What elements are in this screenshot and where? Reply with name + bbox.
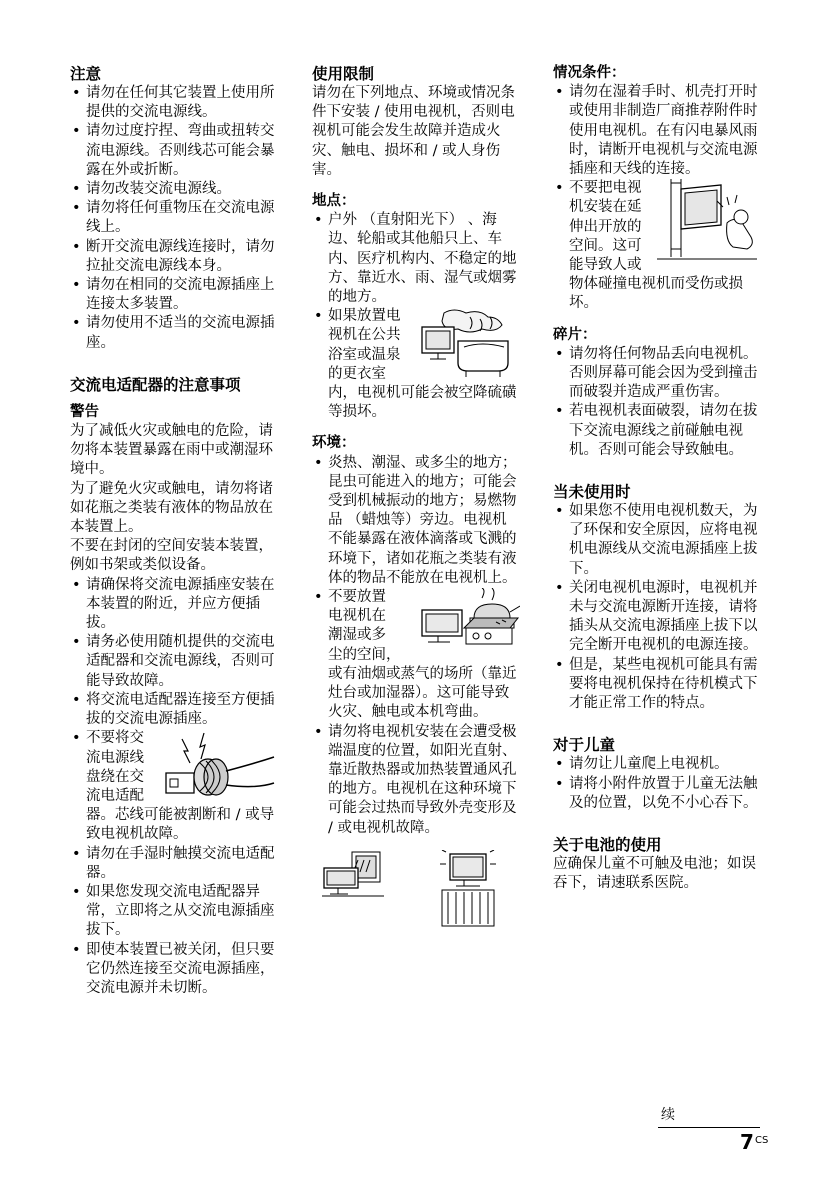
list-item-coil <box>70 729 276 844</box>
list-item: • 如果您发现交流电适配器异常，立即将之从交流电源插座拔下。 <box>70 883 276 941</box>
coiled-cord-illustration <box>156 729 276 805</box>
humid-rest: 或有油烟或蒸气的场所（靠近灶台或加湿器）。这可能导致火灾、触电或本机弯曲。 <box>328 665 517 721</box>
battery-heading: 关于电池的使用 <box>553 835 662 854</box>
list-item: • 请勿过度拧捏、弯曲或扭转交流电源线。否则线芯可能会暴露在外或折断。 <box>70 122 276 180</box>
list-item: • 请勿在湿着手时、机壳打开时或使用非制造厂商推荐附件时使用电视机。在有闪电暴风雨时，请断开电视机与交流电源插座和天线的连接。 <box>553 83 759 179</box>
list-item: • 但是，某些电视机可能具有需要将电视机保持在待机模式下才能正常工作的特点。 <box>553 656 759 714</box>
list-item: • 请勿在手湿时触摸交流电适配器。 <box>70 845 276 883</box>
children-heading: 对于儿童 <box>553 736 616 755</box>
open-line: • 不要把电视 <box>569 180 642 197</box>
bath-line: 视机在公共 <box>328 327 401 344</box>
list-item: • 请勿让儿童爬上电视机。 <box>553 755 759 774</box>
bath-rest: 内，电视机可能会被空降硫磺等损坏。 <box>328 385 517 421</box>
open-line: 伸出开放的 <box>569 218 642 235</box>
coil-rest: 器。芯线可能被割断和 / 或导致电视机故障。 <box>86 807 275 843</box>
list-item-open-space <box>553 179 759 313</box>
location-list <box>312 211 520 422</box>
restrict-heading: 使用限制 <box>312 65 375 83</box>
open-line: 能导致人或 <box>569 257 642 274</box>
unused-heading: 当未使用时 <box>553 483 631 502</box>
debris-list <box>553 345 759 460</box>
list-item: • 请勿改装交流电源线。 <box>70 180 276 199</box>
column-left <box>70 64 276 998</box>
coil-line: 盘绕在交 <box>86 768 144 785</box>
list-item-bath <box>312 307 520 422</box>
list-item-humid <box>312 588 520 722</box>
warning-paragraph: 为了减低火灾或触电的危险，请勿将本装置暴露在雨中或潮湿环境中。 <box>70 423 273 478</box>
humid-line: • 不要放置 <box>328 589 386 606</box>
bath-line: • 如果放置电 <box>328 308 401 325</box>
humid-line: 潮湿或多 <box>328 627 386 644</box>
list-item: • 请勿将任何重物压在交流电源线上。 <box>70 199 276 237</box>
list-item: • 将交流电适配器连接至方便插拔的交流电源插座。 <box>70 691 276 729</box>
adapter-list <box>70 576 276 998</box>
children-list <box>553 755 759 813</box>
situation-list <box>553 83 759 313</box>
heat-illustrations <box>312 850 520 930</box>
list-item: • 即使本装置已被关闭，但只要它仍然连接至交流电源插座，交流电源并未切断。 <box>70 941 276 999</box>
list-item: • 户外 （直射阳光下） 、海边、轮船或其他船只上、车内、医疗机构内、不稳定的地方、靠近水、雨、湿气或烟雾的地方。 <box>312 211 520 307</box>
bathroom-illustration <box>414 307 514 383</box>
restrict-paragraph: 请勿在下列地点、环境或情况条件下安装 / 使用电视机，否则电视机可能会发生故障并造成火灾、触电、损坏和 / 或人身伤害。 <box>312 85 515 178</box>
situation-heading: 情况条件： <box>553 65 626 81</box>
coil-line: • 不要将交 <box>86 730 144 747</box>
bath-line: 的更衣室 <box>328 365 386 382</box>
list-item: • 请将小附件放置于儿童无法触及的位置，以免不小心吞下。 <box>553 775 759 813</box>
list-item: • 炎热、潮湿、或多尘的地方；昆虫可能进入的地方；可能会受到机械振动的地方；易燃物品 （蜡烛等）旁边。电视机不能暴露在液体滴落或飞溅的环境下，诸如花瓶之类装有液体的物品不能放在电视机上。 <box>312 454 520 588</box>
open-line: 机安装在延 <box>569 199 642 216</box>
sunlight-illustration <box>322 850 384 900</box>
bath-line: 浴室或温泉 <box>328 346 401 363</box>
debris-heading: 碎片： <box>553 326 597 343</box>
location-heading: 地点： <box>312 193 356 210</box>
unused-list <box>553 502 759 713</box>
page-number: 7 <box>740 1130 754 1154</box>
column-right <box>553 64 759 893</box>
adapter-heading: 交流电适配器的注意事项 <box>70 375 241 394</box>
continued-label: 续 <box>661 1107 675 1123</box>
humid-line: 尘的空间， <box>328 646 401 663</box>
coil-line: 流电源线 <box>86 749 144 766</box>
open-line: 空间。这可 <box>569 237 642 254</box>
list-item: • 请务必使用随机提供的交流电适配器和交流电源线，否则可能导致故障。 <box>70 633 276 691</box>
warning-heading: 警告 <box>70 403 99 420</box>
list-item: • 请勿将任何物品丢向电视机。否则屏幕可能会因为受到撞击而破裂并造成严重伤害。 <box>553 345 759 403</box>
environment-heading: 环境： <box>312 435 356 452</box>
list-item: • 关闭电视机电源时，电视机并未与交流电源断开连接，请将插头从交流电源插座上拔下以完全断开电视机的电源连接。 <box>553 579 759 656</box>
radiator-illustration <box>436 850 500 930</box>
list-item: • 如果您不使用电视机数天，为了环保和安全原因，应将电视机电源线从交流电源插座上拔下。 <box>553 502 759 579</box>
page-language-code: CS <box>755 1135 769 1146</box>
column-middle <box>312 64 520 930</box>
open-rest: 物体碰撞电视机而受伤或损坏。 <box>569 276 743 312</box>
humid-line: 电视机在 <box>328 608 386 625</box>
list-item: • 请勿在相同的交流电源插座上连接太多装置。 <box>70 276 276 314</box>
list-item: • 若电视机表面破裂，请勿在拔下交流电源线之前碰触电视机。否则可能会导致触电。 <box>553 402 759 460</box>
list-item: • 请确保将交流电源插座安装在本装置的附近，并应方便插拔。 <box>70 576 276 634</box>
list-item: • 请勿使用不适当的交流电源插座。 <box>70 314 276 352</box>
coil-line: 流电适配 <box>86 787 144 804</box>
notice-heading: 注意 <box>70 65 102 83</box>
list-item: • 请勿在任何其它装置上使用所提供的交流电源线。 <box>70 84 276 122</box>
kitchen-illustration <box>416 588 520 664</box>
footer-divider <box>658 1127 760 1128</box>
list-item: • 请勿将电视机安装在会遭受极端温度的位置，如阳光直射、靠近散热器或加热装置通风孔的地方。电视机在这种环境下可能会过热而导致外壳变形及 / 或电视机故障。 <box>312 723 520 838</box>
warning-paragraph: 不要在封闭的空间安装本装置，例如书架或类似设备。 <box>70 538 273 574</box>
notice-list <box>70 84 276 353</box>
tv-collision-illustration <box>657 179 757 269</box>
list-item: • 断开交流电源线连接时，请勿拉扯交流电源线本身。 <box>70 238 276 276</box>
warning-paragraph: 为了避免火灾或触电，请勿将诸如花瓶之类装有液体的物品放在本装置上。 <box>70 480 273 536</box>
battery-paragraph: 应确保儿童不可触及电池；如误吞下，请速联系医院。 <box>553 855 756 892</box>
environment-list <box>312 454 520 838</box>
